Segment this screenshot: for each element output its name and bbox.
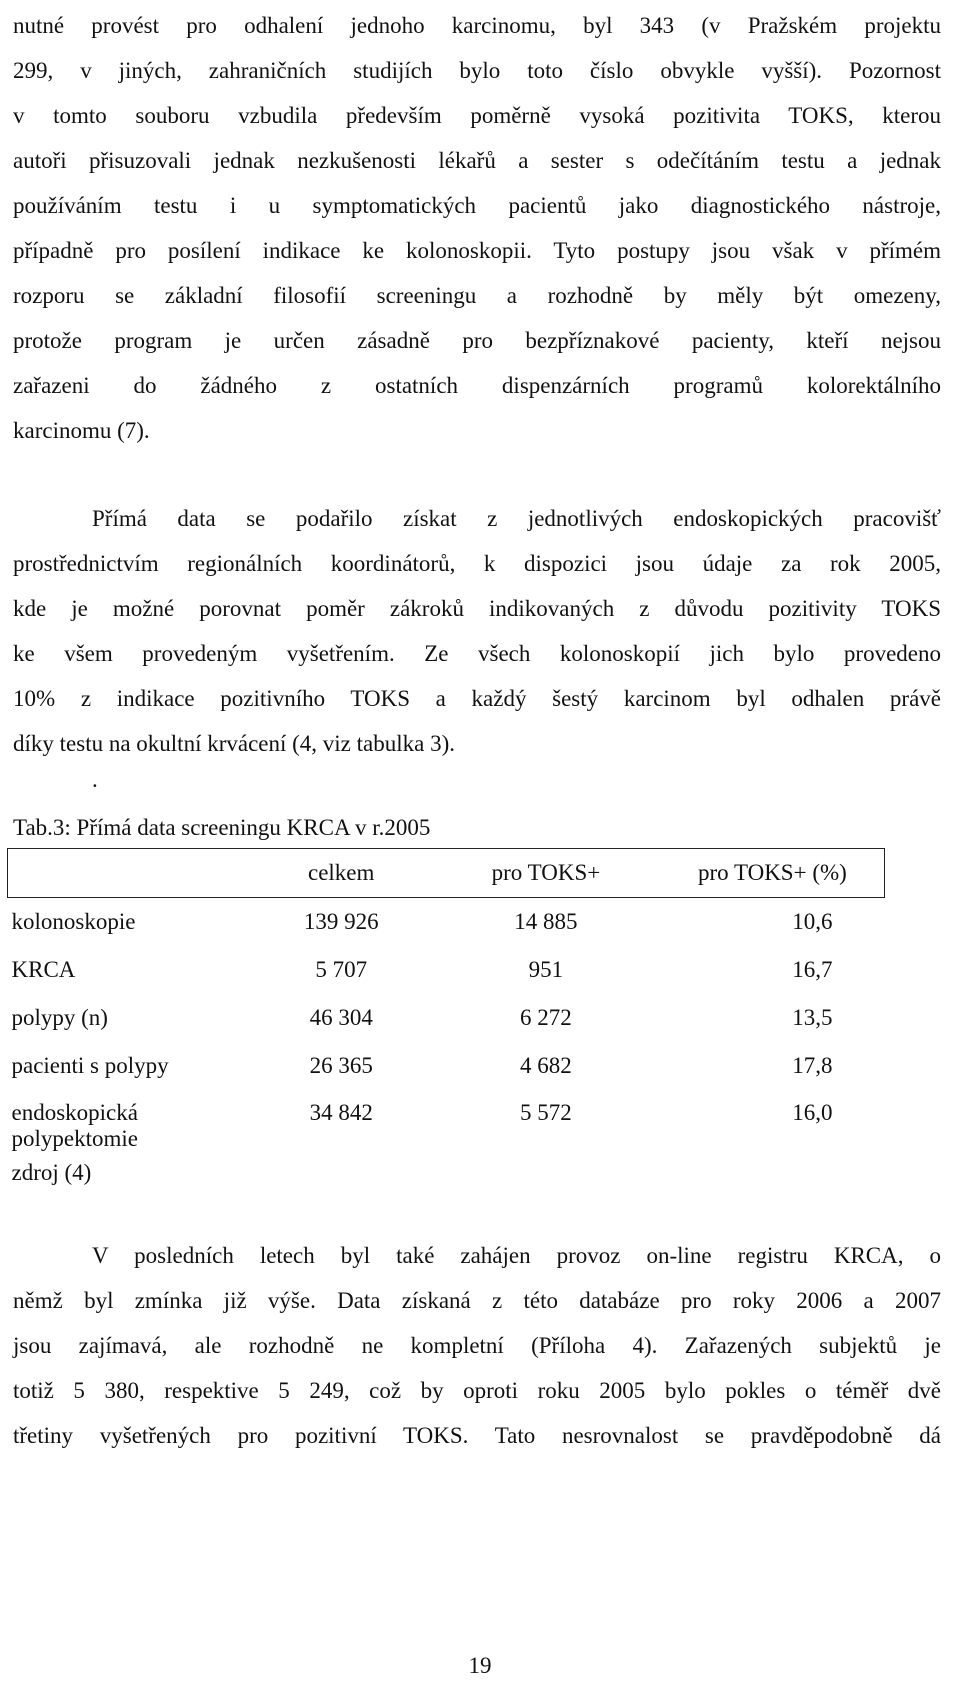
row-label: polypy (n): [11, 1005, 108, 1030]
paragraph-1-line-1: nutné provést pro odhalení jednoho karcinomu, byl 343 (v Pražském projektu: [13, 13, 941, 38]
table-source: zdroj (4): [11, 1160, 92, 1185]
row-pct: 16,0: [792, 1100, 833, 1125]
paragraph-3-line-2: němž byl zmínka již výše. Data získaná z této databáze pro roky 2006 a 2007: [13, 1288, 941, 1313]
row-pct: 10,6: [792, 909, 833, 934]
table-row: [8, 946, 885, 994]
row-label: pacienti s polypy: [11, 1053, 169, 1078]
paragraph-3-line-1: V posledních letech byl také zahájen provoz on-line registru KRCA, o: [92, 1243, 941, 1268]
paragraph-1-line-4: autoři přisuzovali jednak nezkušenosti lékařů a sester s odečítáním testu a jednak: [13, 148, 941, 173]
row-toks: 14 885: [514, 909, 578, 934]
row-toks: 5 572: [520, 1100, 572, 1125]
row-pct: 16,7: [792, 957, 833, 982]
paragraph-1-line-6: případně pro posílení indikace ke kolonoskopii. Tyto postupy jsou však v přímém: [13, 238, 941, 263]
table-header-row: [8, 849, 885, 898]
table-source-row: [8, 1160, 885, 1190]
row-pct: 13,5: [792, 1005, 833, 1030]
paragraph-1-line-2: 299, v jiných, zahraničních studijích bylo toto číslo obvykle vyšší). Pozornost: [13, 58, 941, 83]
table-row: [8, 1042, 885, 1090]
row-label-line-1: endoskopická: [11, 1100, 138, 1125]
row-toks: 6 272: [520, 1005, 572, 1030]
paragraph-1-line-5: používáním testu i u symptomatických pacientů jako diagnostického nástroje,: [13, 193, 941, 218]
paragraph-2-line-1: Přímá data se podařilo získat z jednotlivých endoskopických pracovišť: [92, 506, 941, 531]
row-label: KRCA: [11, 957, 76, 982]
table-row: [8, 1090, 885, 1160]
paragraph-3-line-3: jsou zajímavá, ale rozhodně ne kompletní (Příloha 4). Zařazených subjektů je: [13, 1333, 941, 1358]
stray-dot: .: [92, 767, 98, 792]
row-total: 34 842: [309, 1100, 373, 1125]
paragraph-2-line-3: kde je možné porovnat poměr zákroků indikovaných z důvodu pozitivity TOKS: [13, 596, 941, 621]
table-caption: Tab.3: Přímá data screeningu KRCA v r.2005: [13, 815, 431, 840]
paragraph-1-line-9: zařazeni do žádného z ostatních dispenzárních programů kolorektálního: [13, 373, 941, 398]
row-label: [8, 1090, 252, 1160]
table-row: [8, 898, 885, 947]
paragraph-1-line-8: protože program je určen zásadně pro bezpříznakové pacienty, kteří nejsou: [13, 328, 941, 353]
table-header-empty: [8, 849, 252, 898]
paragraph-1-line-10: karcinomu (7).: [13, 418, 150, 443]
row-total: 26 365: [309, 1053, 373, 1078]
paragraph-2-line-4: ke všem provedeným vyšetřením. Ze všech kolonoskopií jich bylo provedeno: [13, 641, 941, 666]
paragraph-1-line-7: rozporu se základní filosofií screeningu a rozhodně by měly být omezeny,: [13, 283, 941, 308]
row-total: 46 304: [309, 1005, 373, 1030]
row-label: kolonoskopie: [11, 909, 136, 934]
paragraph-2-line-2: prostřednictvím regionálních koordinátorů, k dispozici jsou údaje za rok 2005,: [13, 551, 941, 576]
row-toks: 951: [528, 957, 564, 982]
table-header-celkem: celkem: [251, 849, 431, 898]
data-table: [7, 848, 885, 1190]
table-header-toks: pro TOKS+: [431, 849, 661, 898]
paragraph-2-line-6: díky testu na okultní krvácení (4, viz tabulka 3).: [13, 731, 455, 756]
paragraph-2-line-5: 10% z indikace pozitivního TOKS a každý šestý karcinom byl odhalen právě: [13, 686, 941, 711]
table-header-toks-pct: pro TOKS+ (%): [661, 849, 885, 898]
row-label-line-2: polypektomie: [11, 1126, 138, 1151]
table-row: [8, 994, 885, 1042]
row-toks: 4 682: [520, 1053, 572, 1078]
row-total: 5 707: [315, 957, 368, 982]
paragraph-1-line-3: v tomto souboru vzbudila především poměrně vysoká pozitivita TOKS, kterou: [13, 103, 941, 128]
paragraph-3-line-5: třetiny vyšetřených pro pozitivní TOKS. Tato nesrovnalost se pravděpodobně dá: [13, 1423, 941, 1448]
row-pct: 17,8: [792, 1053, 833, 1078]
paragraph-3-line-4: totiž 5 380, respektive 5 249, což by oproti roku 2005 bylo pokles o téměř dvě: [13, 1378, 941, 1403]
page-number: 19: [468, 1653, 492, 1678]
row-total: 139 926: [303, 909, 379, 934]
